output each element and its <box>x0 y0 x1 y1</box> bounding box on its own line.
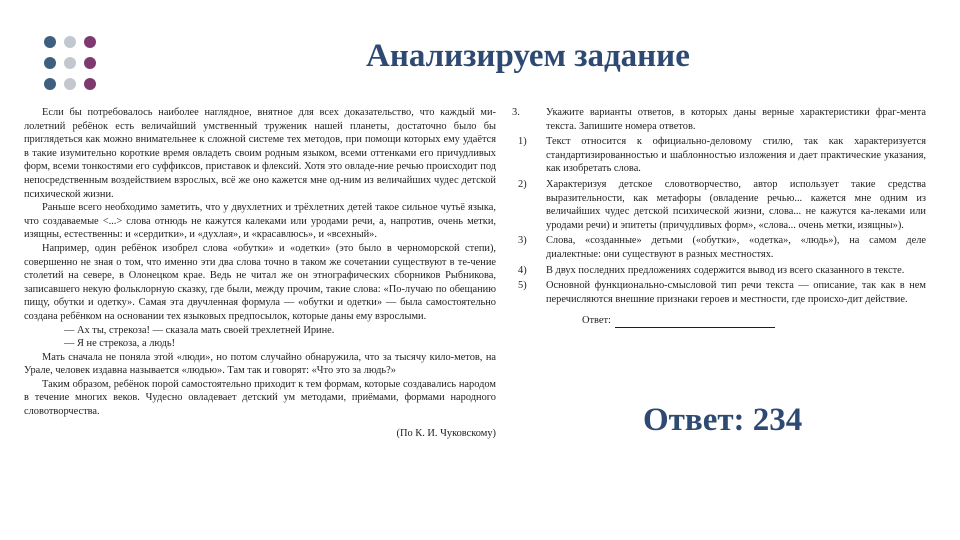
question-number: 3. <box>512 107 520 118</box>
answer-blank-line <box>512 314 926 328</box>
option-text: Слова, «созданные» детьми («обутки», «одетка», «людь»), на самом деле диалектные: они существуют в разных местностях. <box>546 235 926 260</box>
answer-label: Ответ: <box>582 315 611 327</box>
text-paragraph: Раньше всего необходимо заметить, что у двухлетних и трёхлетних детей такое сильное чутьё языка, что создаваемые <...> слова отнюдь не кажутся калеками или уродами речи, а, напротив, очень метки, изящны, естественны: и «сердитки», и «духлая», и «красавлюсь», и «всехный». <box>24 202 496 241</box>
dialog-line: — Я не стрекоза, а людь! <box>64 338 176 350</box>
answer-option <box>512 279 926 306</box>
option-number: 5) <box>518 280 527 292</box>
decor-dot <box>64 36 76 48</box>
decor-dot <box>64 78 76 90</box>
text-paragraph: Если бы потребовалось наиболее наглядное, внятное для всех доказательство, что каждый ми-лолетний ребёнок есть величайший умственный труженик нашей планеты, достаточно было бы приглядеться как можно внимательнее к сложной системе тех методов, при помощи которых ему удаётся в такие изумительно короткие время овладеть своим родным языком, всеми оттенками его причудливых форм, всеми тонкостями его суффиксов, приставок и флексий. Хотя это овладе-ние речью происходит под непосредственным воздействием взрослых, всё же оно кажется мне од-ним из величайших чудес детской психической жизни. <box>24 107 496 200</box>
decor-dot <box>64 57 76 69</box>
decor-dot <box>44 57 56 69</box>
decor-dot <box>84 36 96 48</box>
answer-option <box>512 264 926 278</box>
answer-option <box>512 178 926 232</box>
question <box>512 106 926 133</box>
decor-dot <box>44 36 56 48</box>
option-text: Основной функционально-смысловой тип речи текста — описание, так как в нем перечисляются внешние признаки героев и местности, где происхо-дит действие. <box>546 280 926 305</box>
option-text: Характеризуя детское словотворчество, автор использует такие средства выразительности, как метафоры (овладение речью... кажется мне одним из величайших чудес детской психической жизни, слова... не кажутся ка-леками или уродами речи) и эпитеты (причудливых форм», «слова... очень метки, изящны»). <box>546 178 926 231</box>
answer-option <box>512 234 926 261</box>
question-text: Укажите варианты ответов, в которых даны верные характеристики фраг-мента текста. Запишите номера ответов. <box>546 107 926 132</box>
decor-dot <box>44 78 56 90</box>
option-number: 3) <box>518 235 527 247</box>
decor-dots <box>44 36 96 90</box>
text-source: (По К. И. Чуковскому) <box>396 427 496 439</box>
answer-blank <box>615 316 775 328</box>
dialog-line: — Ах ты, стрекоза! — сказала мать своей трехлетней Ирине. <box>64 324 335 336</box>
source-text <box>24 106 496 440</box>
text-paragraph: Например, один ребёнок изобрел слова «обутки» и «одетки» (это было в черноморской степи), совершенно не зная о том, что именно эти два слова точно в таком же сочетании существуют в те-чение столетий на севере, в Олонецком крае. Ведь не читал же он этнографических сборников Рыбникова, записавшего некую фольклорную сказку, где были, между прочим, такие слова: «По-лучаю по обещанию пищу, обутки и одетку». Самая эта двучленная формула — «обутки и одетки» — была самостоятельно создана ребёнком на основании тех языковых предпосылок, которые даны ему взрослыми. <box>24 242 496 322</box>
decor-dot <box>84 57 96 69</box>
task-text <box>512 106 926 328</box>
slide-title: Анализируем задание <box>366 38 690 74</box>
answer-option <box>512 135 926 176</box>
option-number: 2) <box>518 178 527 190</box>
option-number: 1) <box>518 136 527 148</box>
text-paragraph: Мать сначала не поняла этой «люди», но потом случайно обнаружила, что за тысячу кило-метов, на Урале, человек издавна называется «людью». Там так и говорят: «Что это за людь?» <box>24 351 496 377</box>
answer-result: Ответ: 234 <box>643 402 803 438</box>
option-text: В двух последних предложениях содержится вывод из всего сказанного в тексте. <box>546 264 905 276</box>
text-paragraph: Таким образом, ребёнок порой самостоятельно приходит к тем формам, которые создавались народом в течение многих веков. Чудесно овладевает детский ум методами, приёмами, формами народного словотворчества. <box>24 378 496 418</box>
option-number: 4) <box>518 264 527 276</box>
option-text: Текст относится к официально-деловому стилю, так как характеризуется стандартизированностью и шаблонностью изложения и дает практические указания, как изобретать слова. <box>546 136 926 175</box>
decor-dot <box>84 78 96 90</box>
